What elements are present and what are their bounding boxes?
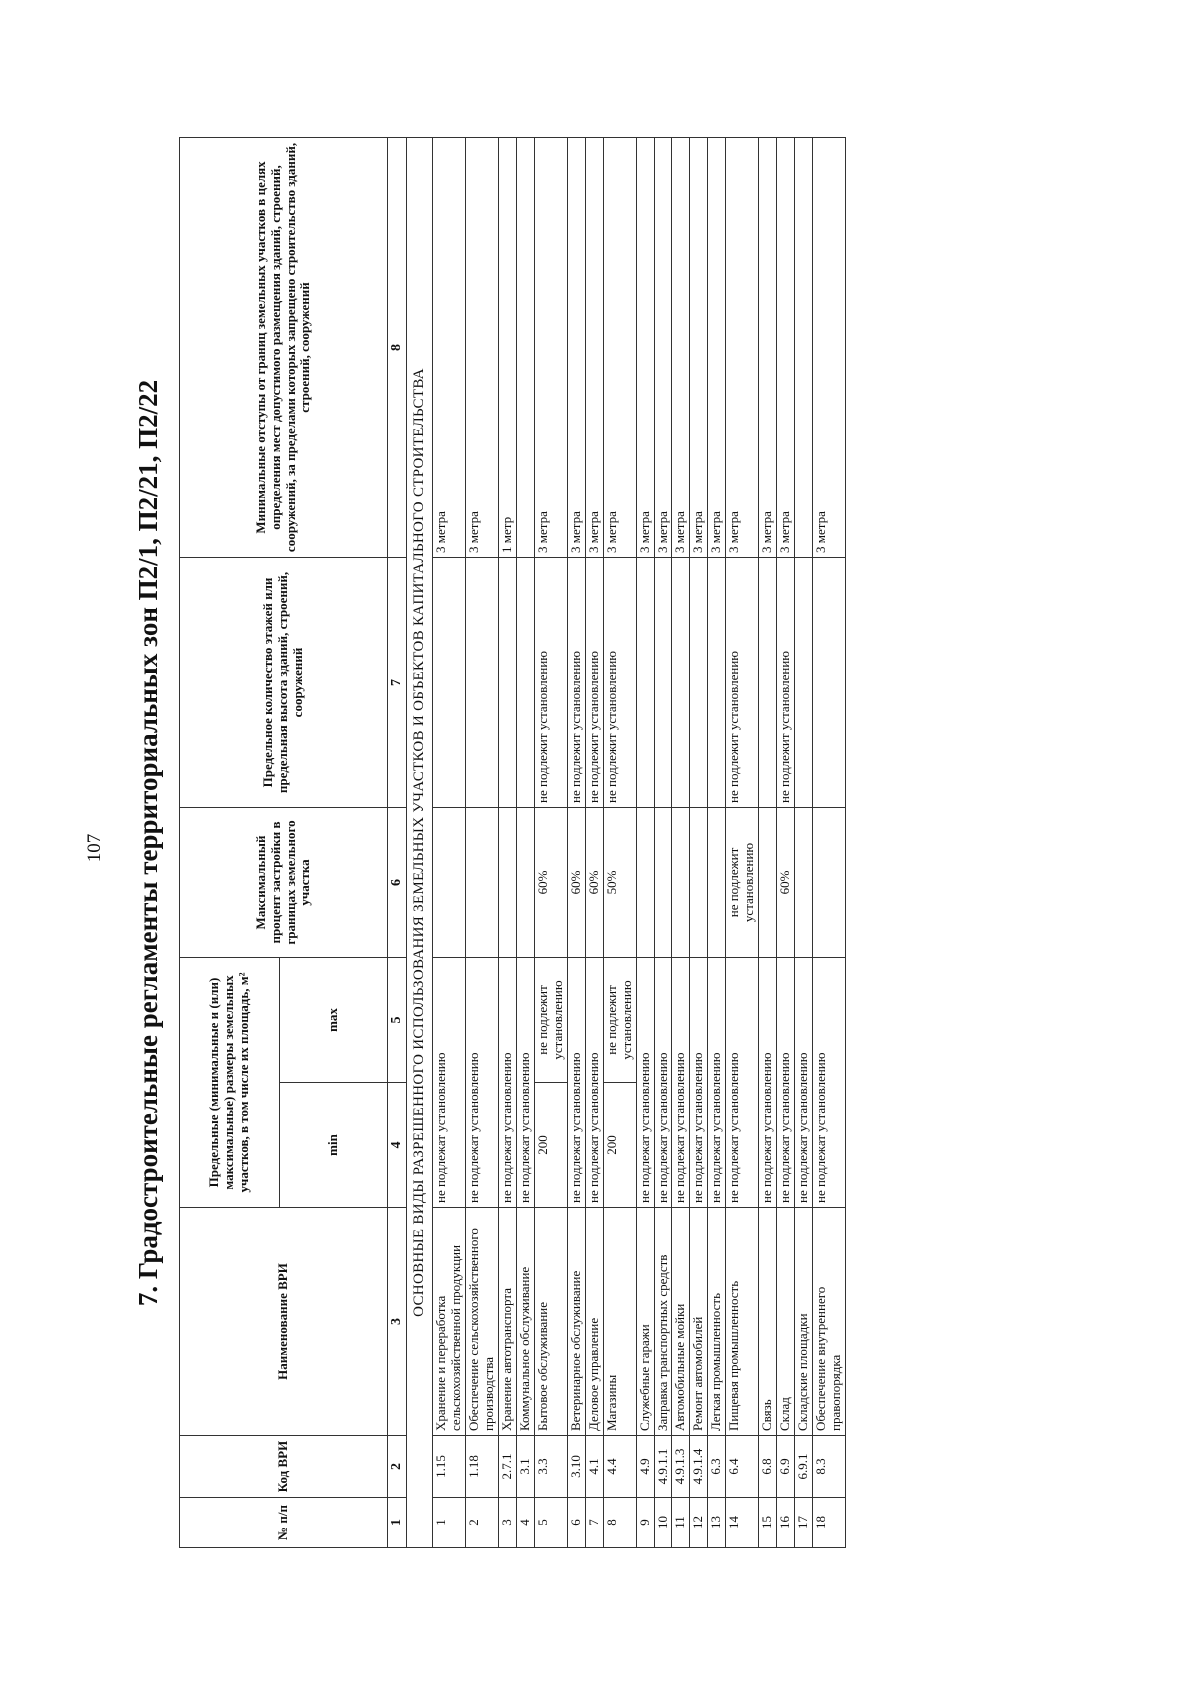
row-number: 12 [690,1498,708,1548]
row-percent [499,807,517,957]
row-name: Хранение и переработка сельскохозяйственной продукции [433,1208,466,1436]
header-size: Предельные (минимальные и (или) максимальные) размеры земельных участков, в том числе их площадь, м² [180,957,280,1207]
table-row [466,137,499,1547]
row-floors [466,557,499,807]
row-floors [812,557,845,807]
row-min: 200 [534,1083,567,1208]
row-size: не подлежат установлению [466,957,499,1207]
row-name: Коммунальное обслуживание [517,1208,535,1436]
header-code: Код ВРИ [180,1436,388,1498]
column-number: 1 [388,1498,407,1548]
row-name: Обеспечение сельскохозяйственного производства [466,1208,499,1436]
row-code: 3.10 [567,1436,585,1498]
header-max: max [280,957,388,1082]
row-number: 9 [636,1498,654,1548]
header-number: № п/п [180,1498,388,1548]
row-setback: 3 метра [690,137,708,557]
table-row [726,137,759,1547]
row-floors [499,557,517,807]
row-percent: не подлежит установлению [726,807,759,957]
row-percent [433,807,466,957]
table-row [654,137,672,1547]
row-size: не подлежат установлению [759,957,777,1207]
row-floors: не подлежит установлению [726,557,759,807]
row-percent [812,807,845,957]
row-percent [654,807,672,957]
table-row [567,137,585,1547]
row-floors [708,557,726,807]
row-name: Легкая промышленность [708,1208,726,1436]
row-percent [708,807,726,957]
row-code: 6.3 [708,1436,726,1498]
row-code: 8.3 [812,1436,845,1498]
table-row [795,137,813,1547]
row-floors [636,557,654,807]
row-percent: 60% [585,807,603,957]
column-number: 7 [388,557,407,807]
row-floors [654,557,672,807]
row-name: Деловое управление [585,1208,603,1436]
row-name: Хранение автотранспорта [499,1208,517,1436]
row-floors: не подлежит установлению [534,557,567,807]
row-setback [795,137,813,557]
rotated-page-content [117,138,1117,1548]
table-row [534,137,567,1547]
row-name: Заправка транспортных средств [654,1208,672,1436]
row-size: не подлежат установлению [726,957,759,1207]
row-setback: 3 метра [777,137,795,557]
section-heading: ОСНОВНЫЕ ВИДЫ РАЗРЕШЕННОГО ИСПОЛЬЗОВАНИЯ ЗЕМЕЛЬНЫХ УЧАСТКОВ И ОБЪЕКТОВ КАПИТАЛЬНОГО СТРОИТЕЛЬСТВА [407,137,433,1547]
row-number: 15 [759,1498,777,1548]
row-code: 3.3 [534,1436,567,1498]
table-row [499,137,517,1547]
row-percent: 60% [534,807,567,957]
row-floors: не подлежит установлению [567,557,585,807]
row-size: не подлежат установлению [636,957,654,1207]
row-name: Автомобильные мойки [672,1208,690,1436]
row-number: 18 [812,1498,845,1548]
row-number: 7 [585,1498,603,1548]
table-row [759,137,777,1547]
column-number: 2 [388,1436,407,1498]
row-percent [466,807,499,957]
row-number: 16 [777,1498,795,1548]
row-number: 5 [534,1498,567,1548]
row-setback: 3 метра [636,137,654,557]
row-setback: 3 метра [585,137,603,557]
row-size: не подлежат установлению [567,957,585,1207]
row-number: 2 [466,1498,499,1548]
row-floors: не подлежит установлению [777,557,795,807]
row-setback: 3 метра [466,137,499,557]
row-percent: 60% [567,807,585,957]
row-code: 1.15 [433,1436,466,1498]
row-size: не подлежат установлению [499,957,517,1207]
row-setback: 3 метра [759,137,777,557]
row-size: не подлежат установлению [672,957,690,1207]
table-row [708,137,726,1547]
header-setback: Минимальные отступы от границ земельных участков в целях определения мест допустимого размещения зданий, строений, сооружений, за пределами которых запрещено строительство зданий, строений, сооружений [180,137,388,557]
row-name: Пищевая промышленность [726,1208,759,1436]
table-row [690,137,708,1547]
row-number: 8 [603,1498,636,1548]
row-setback: 3 метра [654,137,672,557]
row-code: 1.18 [466,1436,499,1498]
row-setback: 3 метра [603,137,636,557]
row-code: 6.9.1 [795,1436,813,1498]
row-setback [517,137,535,557]
row-percent [517,807,535,957]
row-percent [672,807,690,957]
row-number: 14 [726,1498,759,1548]
row-code: 4.9.1.4 [690,1436,708,1498]
row-code: 4.4 [603,1436,636,1498]
row-code: 2.7.1 [499,1436,517,1498]
row-setback: 3 метра [708,137,726,557]
header-percent: Максимальный процент застройки в границах земельного участка [180,807,388,957]
table-row [777,137,795,1547]
row-code: 3.1 [517,1436,535,1498]
row-number: 11 [672,1498,690,1548]
row-code: 6.9 [777,1436,795,1498]
row-percent: 50% [603,807,636,957]
table-row [672,137,690,1547]
row-setback: 3 метра [567,137,585,557]
row-number: 4 [517,1498,535,1548]
row-max: не подлежит установлению [603,957,636,1082]
table-row [433,137,466,1547]
row-size: не подлежат установлению [690,957,708,1207]
row-number: 1 [433,1498,466,1548]
row-number: 10 [654,1498,672,1548]
row-name: Ветеринарное обслуживание [567,1208,585,1436]
row-size: не подлежат установлению [795,957,813,1207]
row-setback: 3 метра [726,137,759,557]
table-row [517,137,535,1547]
row-name: Обеспечение внутреннего правопорядка [812,1208,845,1436]
row-setback: 3 метра [672,137,690,557]
row-max: не подлежит установлению [534,957,567,1082]
row-name: Служебные гаражи [636,1208,654,1436]
row-code: 4.1 [585,1436,603,1498]
table-row [812,137,845,1547]
row-name: Ремонт автомобилей [690,1208,708,1436]
row-size: не подлежат установлению [777,957,795,1207]
row-floors [759,557,777,807]
header-floors: Предельное количество этажей или предельная высота зданий, строений, сооружений [180,557,388,807]
column-number: 4 [388,1083,407,1208]
table-row [603,137,636,1547]
row-name: Бытовое обслуживание [534,1208,567,1436]
row-setback: 3 метра [812,137,845,557]
column-number: 8 [388,137,407,557]
row-floors [517,557,535,807]
header-name: Наименование ВРИ [180,1208,388,1436]
row-floors [690,557,708,807]
row-size: не подлежат установлению [812,957,845,1207]
table-row [636,137,654,1547]
regulations-table [179,137,846,1548]
row-size: не подлежат установлению [585,957,603,1207]
row-number: 6 [567,1498,585,1548]
column-number: 3 [388,1208,407,1436]
row-floors [433,557,466,807]
row-min: 200 [603,1083,636,1208]
row-floors: не подлежит установлению [603,557,636,807]
row-setback: 1 метр [499,137,517,557]
row-number: 13 [708,1498,726,1548]
row-percent [636,807,654,957]
document-title: 7. Градостроительные регламенты территориальных зон П2/1, П2/21, П2/22 [133,379,163,1307]
row-code: 4.9.1.3 [672,1436,690,1498]
row-code: 6.8 [759,1436,777,1498]
header-min: min [280,1083,388,1208]
row-size: не подлежат установлению [517,957,535,1207]
column-number: 6 [388,807,407,957]
row-size: не подлежат установлению [433,957,466,1207]
row-percent [759,807,777,957]
row-name: Склад [777,1208,795,1436]
row-setback: 3 метра [433,137,466,557]
row-floors: не подлежит установлению [585,557,603,807]
row-code: 4.9 [636,1436,654,1498]
row-name: Магазины [603,1208,636,1436]
row-floors [672,557,690,807]
row-name: Связь [759,1208,777,1436]
row-size: не подлежат установлению [654,957,672,1207]
row-name: Складские площадки [795,1208,813,1436]
column-number: 5 [388,957,407,1082]
row-percent: 60% [777,807,795,957]
page-number: 107 [84,833,105,863]
row-setback: 3 метра [534,137,567,557]
row-size: не подлежат установлению [708,957,726,1207]
row-code: 6.4 [726,1436,759,1498]
row-percent [690,807,708,957]
row-number: 3 [499,1498,517,1548]
row-number: 17 [795,1498,813,1548]
row-floors [795,557,813,807]
table-row [585,137,603,1547]
row-code: 4.9.1.1 [654,1436,672,1498]
row-percent [795,807,813,957]
